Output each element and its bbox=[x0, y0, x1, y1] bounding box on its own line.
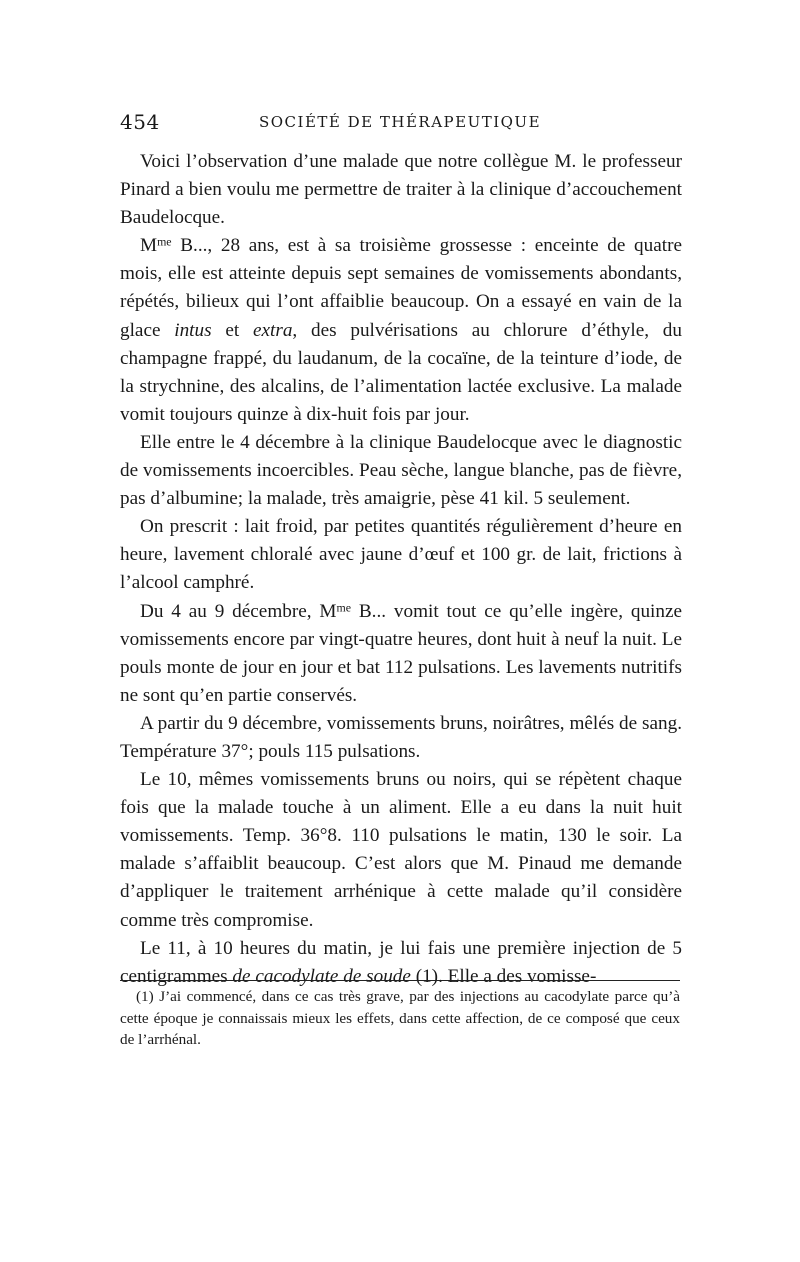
paragraph-6: A partir du 9 décembre, vomissements bruns, noirâtres, mêlés de sang. Température 37°; pouls 115 pulsations. bbox=[120, 712, 682, 762]
paragraph-8-text-a: Le 11, à 10 heures du matin, je lui fais une première injection de 5 centigrammes bbox=[120, 937, 682, 987]
paragraph-5-text-b: B... vomit tout ce qu’elle ingère, quinze vomissements encore par vingt-quatre heures, dont huit à neuf la nuit. Le pouls monte de jour en jour et bat 112 pulsations. Les lavements nutritifs ne sont qu’en partie conservés. bbox=[120, 600, 682, 706]
footnote-divider bbox=[120, 980, 680, 981]
footnote-text: (1) J’ai commencé, dans ce cas très grave, par des injections au cacodylate parce qu’à cette époque je connaissais mieux les effets, dans cette affection, de ce composé que ceux de l’arrhénal. bbox=[120, 988, 680, 1048]
paragraph-2-text-a: B..., 28 ans, est à sa troisième grossesse : enceinte de quatre mois, elle est atteinte depuis sept semaines de vomissements abondants, répétés, bilieux qui l’ont affaiblie beaucoup. On a essayé en vain de la glace bbox=[120, 235, 682, 341]
paragraph-8-text-b: (1). Elle a des vomisse- bbox=[410, 965, 597, 987]
title-abbreviation-superscript: me bbox=[157, 234, 172, 249]
paragraph-5-text-a: Du 4 au 9 décembre, M bbox=[140, 600, 337, 622]
paragraph-7: Le 10, mêmes vomissements bruns ou noirs, qui se répètent chaque fois que la malade touche à un aliment. Elle a eu dans la nuit huit vomissements. Temp. 36°8. 110 pulsations le matin, 130 le soir. La malade s’affaiblit beaucoup. C’est alors que M. Pinaud me demande d’appliquer le traitement arrhénique à cette malade qu’il considère comme très compromise. bbox=[120, 769, 682, 931]
paragraph-2-text-b: et bbox=[211, 319, 253, 341]
paragraph-2 bbox=[120, 232, 682, 429]
paragraph-3: Elle entre le 4 décembre à la clinique Baudelocque avec le diagnostic de vomissements incoercibles. Peau sèche, langue blanche, pas de fièvre, pas d’albumine; la malade, très amaigrie, pèse 41 kil. 5 seulement. bbox=[120, 431, 682, 510]
footnote bbox=[120, 986, 680, 1051]
italic-term-intus: intus bbox=[174, 319, 212, 341]
title-abbreviation-superscript: me bbox=[336, 600, 351, 615]
title-abbreviation: M bbox=[140, 235, 158, 257]
page-header bbox=[120, 110, 680, 140]
paragraph-8 bbox=[120, 935, 682, 991]
running-head: SOCIÉTÉ DE THÉRAPEUTIQUE bbox=[258, 113, 542, 131]
body-text bbox=[120, 148, 682, 991]
page-number: 454 bbox=[120, 110, 160, 134]
paragraph-5 bbox=[120, 598, 682, 710]
italic-term-cacodylate: de cacodylate de soude bbox=[232, 965, 411, 987]
paragraph-1: Voici l’observation d’une malade que notre collègue M. le professeur Pinard a bien voulu me permettre de traiter à la clinique d’accouchement Baudelocque. bbox=[120, 151, 682, 229]
italic-term-extra: extra bbox=[252, 319, 293, 341]
paragraph-2-text-c: , des pulvérisations au chlorure d’éthyle, du champagne frappé, du laudanum, de la cocaïne, de la teinture d’iode, de la strychnine, des alcalins, de l’alimentation lactée exclusive. La malade vomit toujours quinze à dix-huit fois par jour. bbox=[120, 319, 682, 425]
paragraph-4: On prescrit : lait froid, par petites quantités régulièrement d’heure en heure, lavement chloralé avec jaune d’œuf et 100 gr. de lait, frictions à l’alcool camphré. bbox=[120, 516, 682, 594]
